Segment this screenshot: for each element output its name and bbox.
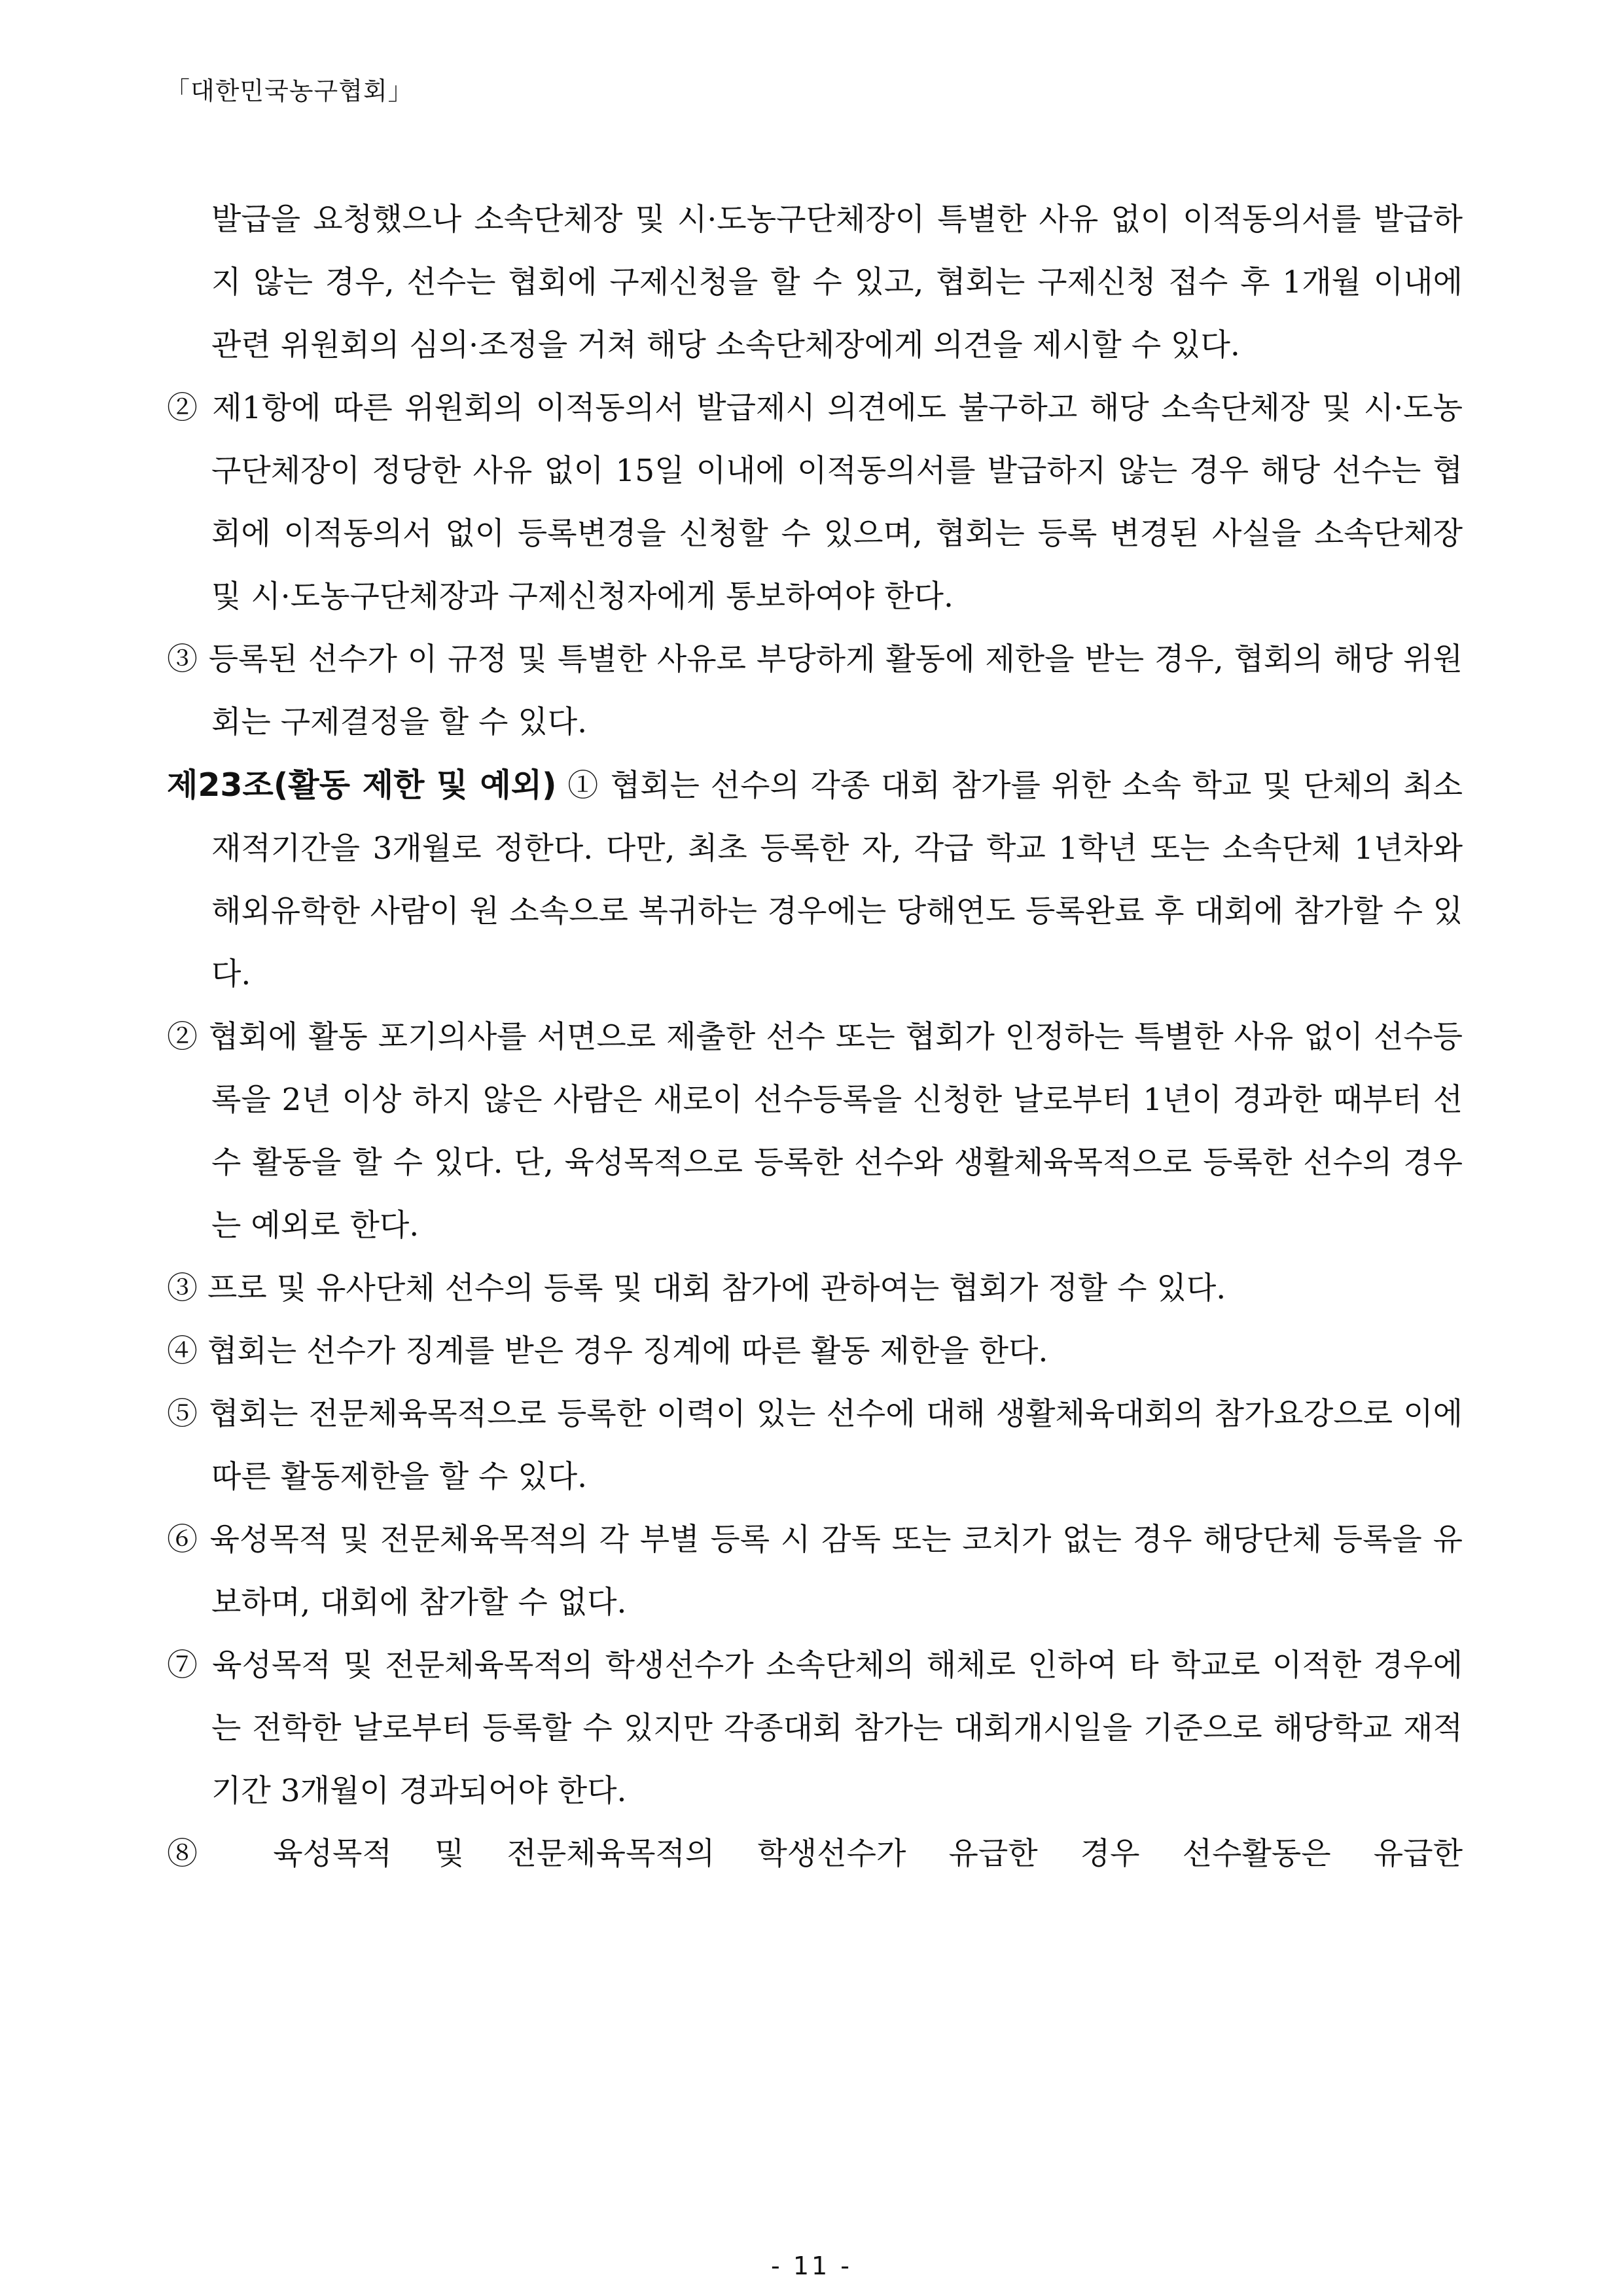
paragraph-item-3: ③ 등록된 선수가 이 규정 및 특별한 사유로 부당하게 활동에 제한을 받는 경우, 협회의 해당 위원회는 구제결정을 할 수 있다.: [167, 641, 1463, 740]
article-23-item-3: ③ 프로 및 유사단체 선수의 등록 및 대회 참가에 관하여는 협회가 정할 수 있다.: [167, 1270, 1226, 1306]
paragraph-item-2: ② 제1항에 따른 위원회의 이적동의서 발급제시 의견에도 불구하고 해당 소속단체장 및 시·도농구단체장이 정당한 사유 없이 15일 이내에 이적동의서를 발급하지 않는 경우 해당 선수는 협회에 이적동의서 없이 등록변경을 신청할 수 있으며, 협회는 등록 변경된 사실을 소속단체장 및 시·도농구단체장과 구제신청자에게 통보하여야 한다.: [167, 390, 1463, 615]
article-23-item-4: ④ 협회는 선수가 징계를 받은 경우 징계에 따른 활동 제한을 한다.: [167, 1333, 1048, 1369]
article-23-item-5: ⑤ 협회는 전문체육목적으로 등록한 이력이 있는 선수에 대해 생활체육대회의 참가요강으로 이에 따른 활동제한을 할 수 있다.: [167, 1396, 1463, 1495]
article-23-item-6: ⑥ 육성목적 및 전문체육목적의 각 부별 등록 시 감독 또는 코치가 없는 경우 해당단체 등록을 유보하며, 대회에 참가할 수 없다.: [167, 1522, 1463, 1621]
document-body: [167, 188, 1463, 1886]
paragraph-continuation: 발급을 요청했으나 소속단체장 및 시·도농구단체장이 특별한 사유 없이 이적동의서를 발급하지 않는 경우, 선수는 협회에 구제신청을 할 수 있고, 협회는 구제신청 접수 후 1개월 이내에 관련 위원회의 심의·조정을 거쳐 해당 소속단체장에게 의견을 제시할 수 있다.: [211, 202, 1463, 363]
article-23-item-2: ② 협회에 활동 포기의사를 서면으로 제출한 선수 또는 협회가 인정하는 특별한 사유 없이 선수등록을 2년 이상 하지 않은 사람은 새로이 선수등록을 신청한 날로부터 1년이 경과한 때부터 선수 활동을 할 수 있다. 단, 육성목적으로 등록한 선수와 생활체육목적으로 등록한 선수의 경우는 예외로 한다.: [167, 1019, 1463, 1244]
article-title: 제23조(활동 제한 및 예외): [167, 766, 557, 804]
article-23-item-7: ⑦ 육성목적 및 전문체육목적의 학생선수가 소속단체의 해체로 인하여 타 학교로 이적한 경우에는 전학한 날로부터 등록할 수 있지만 각종대회 참가는 대회개시일을 기준으로 해당학교 재적기간 3개월이 경과되어야 한다.: [167, 1647, 1463, 1809]
article-23-item-1: ① 협회는 선수의 각종 대회 참가를 위한 소속 학교 및 단체의 최소 재적기간을 3개월로 정한다. 다만, 최초 등록한 자, 각급 학교 1학년 또는 소속단체 1년차와 해외유학한 사람이 원 소속으로 복귀하는 경우에는 당해연도 등록완료 후 대회에 참가할 수 있다.: [211, 768, 1463, 992]
article-23: [167, 754, 1463, 1006]
article-23-item-8: ⑧ 육성목적 및 전문체육목적의 학생선수가 유급한 경우 선수활동은 유급한: [167, 1836, 1463, 1872]
document-header: 「대한민국농구협회」: [165, 77, 414, 105]
page-number: - 11 -: [771, 2251, 852, 2280]
